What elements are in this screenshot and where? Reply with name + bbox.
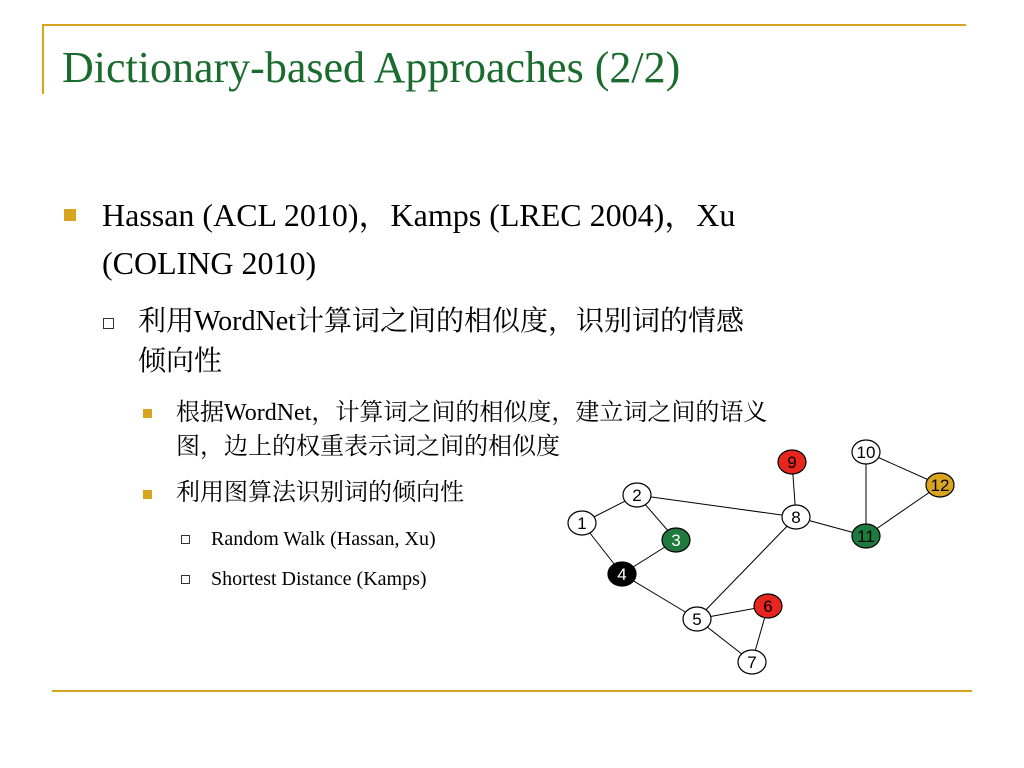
- graph-node-label: 12: [930, 476, 950, 495]
- bullet-l3-line1: 根据WordNet，计算词之间的相似度，建立词之间的语义: [176, 400, 768, 426]
- graph-node-label: 7: [747, 653, 757, 672]
- graph-node-label: 3: [671, 531, 681, 550]
- graph-node-label: 1: [577, 514, 587, 533]
- graph-node-label: 10: [856, 443, 876, 462]
- graph-node-4: [608, 562, 636, 586]
- graph-node-11: [852, 524, 880, 548]
- slide-title: Dictionary-based Approaches (2/2): [62, 43, 681, 92]
- graph-node-label: 8: [791, 508, 801, 527]
- bullet-l3-item2: 利用图算法识别词的倾向性: [176, 480, 464, 506]
- graph-node-3: [662, 528, 690, 552]
- graph-node-12: [926, 473, 954, 497]
- graph-node-6: [754, 594, 782, 618]
- bullet-l4-item1: Random Walk (Hassan, Xu): [211, 528, 436, 550]
- bullet-l4-item2: Shortest Distance (Kamps): [211, 568, 427, 590]
- bullet-l2-line2: 倾向性: [138, 346, 223, 377]
- graph-node-8: [782, 505, 810, 529]
- graph-node-label: 11: [857, 527, 875, 546]
- bullet-l3-line2: 图，边上的权重表示词之间的相似度: [176, 434, 560, 460]
- graph-node-label: 6: [763, 597, 773, 616]
- bullet-l2-line1: 利用WordNet计算词之间的相似度，识别词的情感: [138, 306, 744, 337]
- graph-nodes: [568, 440, 954, 674]
- graph-node-10: [852, 440, 880, 464]
- graph-node-5: [683, 607, 711, 631]
- graph-node-label: 4: [617, 565, 627, 584]
- graph-edge-2-8: [637, 495, 796, 517]
- graph-node-label: 9: [787, 453, 797, 472]
- graph-node-1: [568, 511, 596, 535]
- bullet-l1-line1: Hassan (ACL 2010)，Kamps (LREC 2004)，Xu: [102, 197, 736, 233]
- graph-node-9: [778, 450, 806, 474]
- graph-node-label: 5: [692, 610, 702, 629]
- graph-node-2: [623, 483, 651, 507]
- graph-node-7: [738, 650, 766, 674]
- bullet-l1-line2: (COLING 2010): [102, 245, 317, 281]
- graph-node-label: 2: [632, 486, 642, 505]
